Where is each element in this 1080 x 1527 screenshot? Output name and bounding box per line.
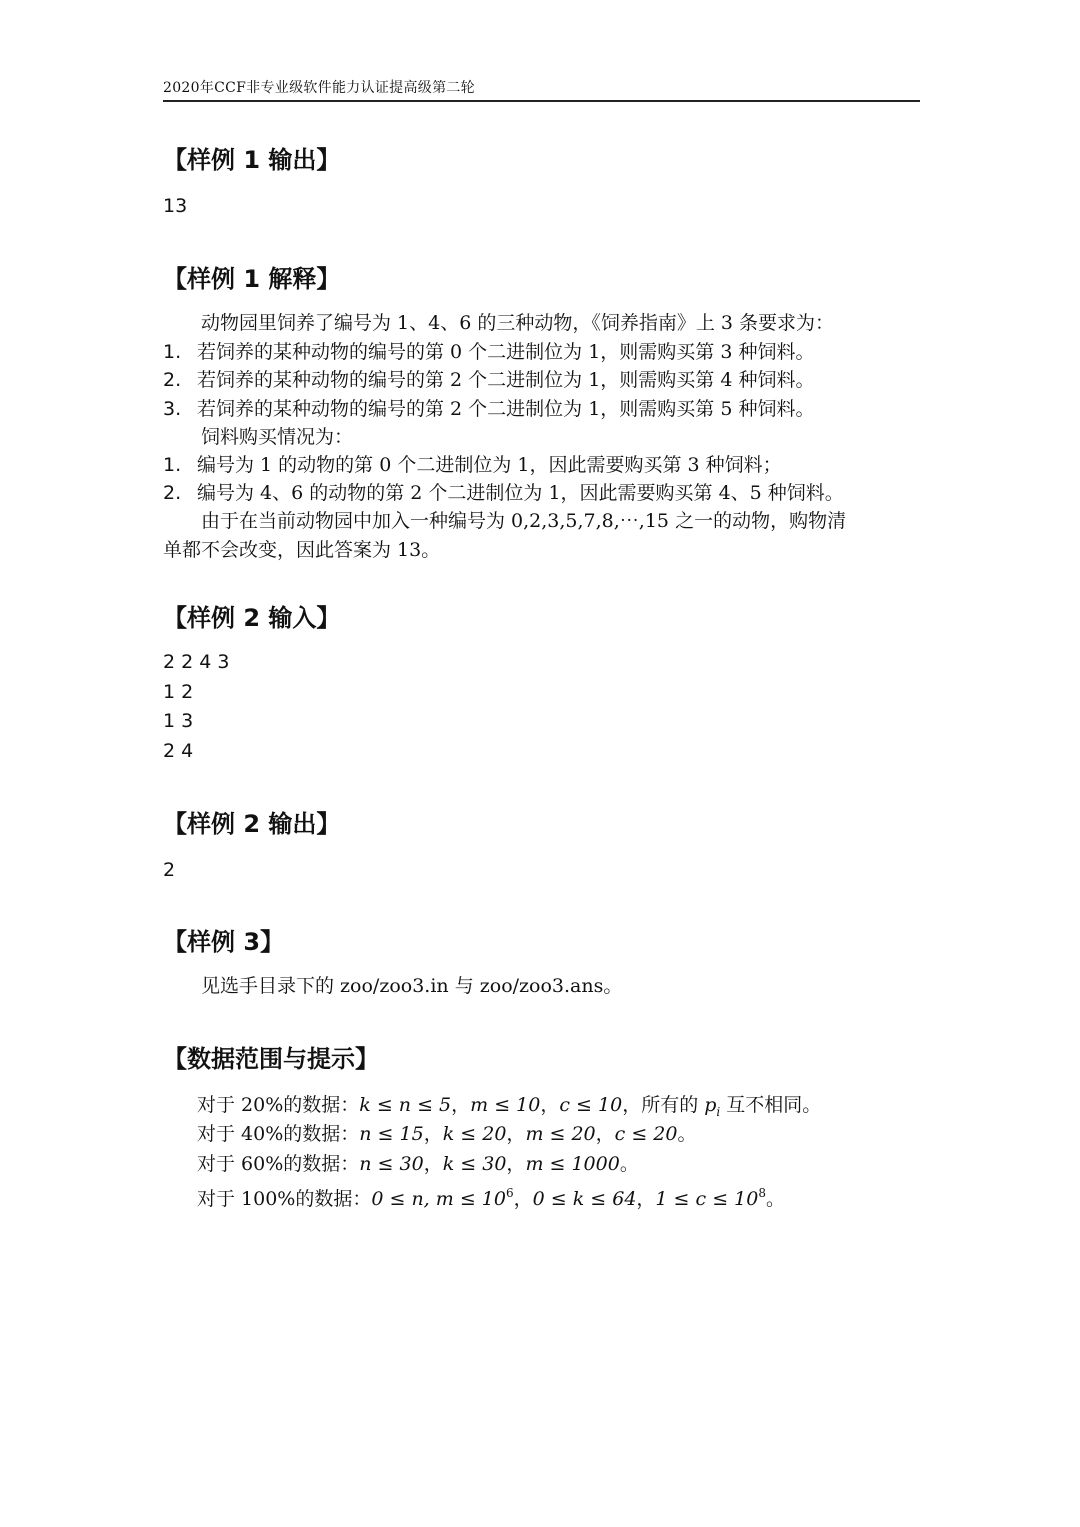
constraint: 1 ≤ c ≤ 10 [655,1188,759,1210]
data-range-line [197,1120,697,1148]
separator: 。 [677,1123,697,1145]
purchase-number: 2. [163,482,182,504]
data-range-line [197,1179,785,1213]
sample1-output-value: 13 [163,195,188,217]
separator: 。 [619,1153,639,1175]
purchase-text: 编号为 1 的动物的第 0 个二进制位为 1，因此需要购买第 3 种饲料； [197,454,782,476]
rule-number: 3. [163,398,182,420]
separator: ， [451,1094,471,1116]
separator: 互不相同。 [720,1094,822,1116]
sample1-output-heading: 【样例 1 输出】 [163,146,341,174]
variable-p: p [704,1094,717,1116]
rule-item [163,338,814,366]
separator: ， [423,1123,443,1145]
separator: ， [636,1188,656,1210]
sample2-input-heading: 【样例 2 输入】 [163,604,341,632]
purchase-intro: 饲料购买情况为： [201,426,354,448]
rule-text: 若饲养的某种动物的编号的第 0 个二进制位为 1，则需购买第 3 种饲料。 [197,341,815,363]
sample2-input-line: 1 2 [163,681,194,703]
separator: ， [513,1188,533,1210]
sample2-output-heading: 【样例 2 输出】 [163,810,341,838]
range-prefix: 对于 20%的数据： [197,1094,360,1116]
constraint: k ≤ 20 [442,1123,507,1145]
conclusion-line-2: 单都不会改变，因此答案为 13。 [163,539,441,561]
rule-item [163,395,814,423]
purchase-item [163,451,782,479]
sample2-input-line: 2 2 4 3 [163,651,230,673]
separator: ， [423,1153,443,1175]
purchase-item [163,479,844,507]
rule-number: 2. [163,369,182,391]
page-header: 2020年CCF非专业级软件能力认证提高级第二轮 [163,78,920,102]
purchase-text: 编号为 4、6 的动物的第 2 个二进制位为 1，因此需要购买第 4、5 种饲料。 [197,482,844,504]
subscript-i: i [716,1105,721,1119]
range-prefix: 对于 100%的数据： [197,1188,372,1210]
separator: ， [506,1123,526,1145]
separator: ，所有的 [622,1094,705,1116]
range-prefix: 对于 40%的数据： [197,1123,360,1145]
constraint: m ≤ 1000 [525,1153,620,1175]
rule-number: 1. [163,341,182,363]
constraint: m ≤ 20 [525,1123,596,1145]
constraint: n ≤ 30 [359,1153,424,1175]
constraint: 0 ≤ n, m ≤ 10 [371,1188,506,1210]
constraint: k ≤ n ≤ 5 [359,1094,452,1116]
sample2-output-value: 2 [163,859,176,881]
exponent: 8 [758,1186,766,1200]
sample3-text: 见选手目录下的 zoo/zoo3.in 与 zoo/zoo3.ans。 [201,975,623,997]
separator: ， [595,1123,615,1145]
sample2-input-line: 2 4 [163,740,194,762]
data-range-heading: 【数据范围与提示】 [163,1045,379,1073]
rule-text: 若饲养的某种动物的编号的第 2 个二进制位为 1，则需购买第 4 种饲料。 [197,369,815,391]
sample1-explain-intro: 动物园里饲养了编号为 1、4、6 的三种动物，《饲养指南》上 3 条要求为： [201,312,835,334]
constraint: c ≤ 10 [559,1094,623,1116]
constraint: 0 ≤ k ≤ 64 [532,1188,637,1210]
constraint: c ≤ 20 [614,1123,678,1145]
separator: 。 [765,1188,785,1210]
sample2-input-line: 1 3 [163,710,194,732]
range-prefix: 对于 60%的数据： [197,1153,360,1175]
constraint: n ≤ 15 [359,1123,424,1145]
conclusion-line-1: 由于在当前动物园中加入一种编号为 0,2,3,5,7,8,⋯,15 之一的动物，购物清 [201,510,847,532]
separator: ， [540,1094,560,1116]
exponent: 6 [505,1186,514,1200]
purchase-number: 1. [163,454,182,476]
separator: ， [506,1153,526,1175]
data-range-line [197,1150,639,1178]
sample3-heading: 【样例 3】 [163,928,285,956]
constraint: m ≤ 10 [470,1094,541,1116]
constraint: k ≤ 30 [442,1153,507,1175]
rule-item [163,366,814,394]
rule-text: 若饲养的某种动物的编号的第 2 个二进制位为 1，则需购买第 5 种饲料。 [197,398,815,420]
sample1-explain-heading: 【样例 1 解释】 [163,265,341,293]
